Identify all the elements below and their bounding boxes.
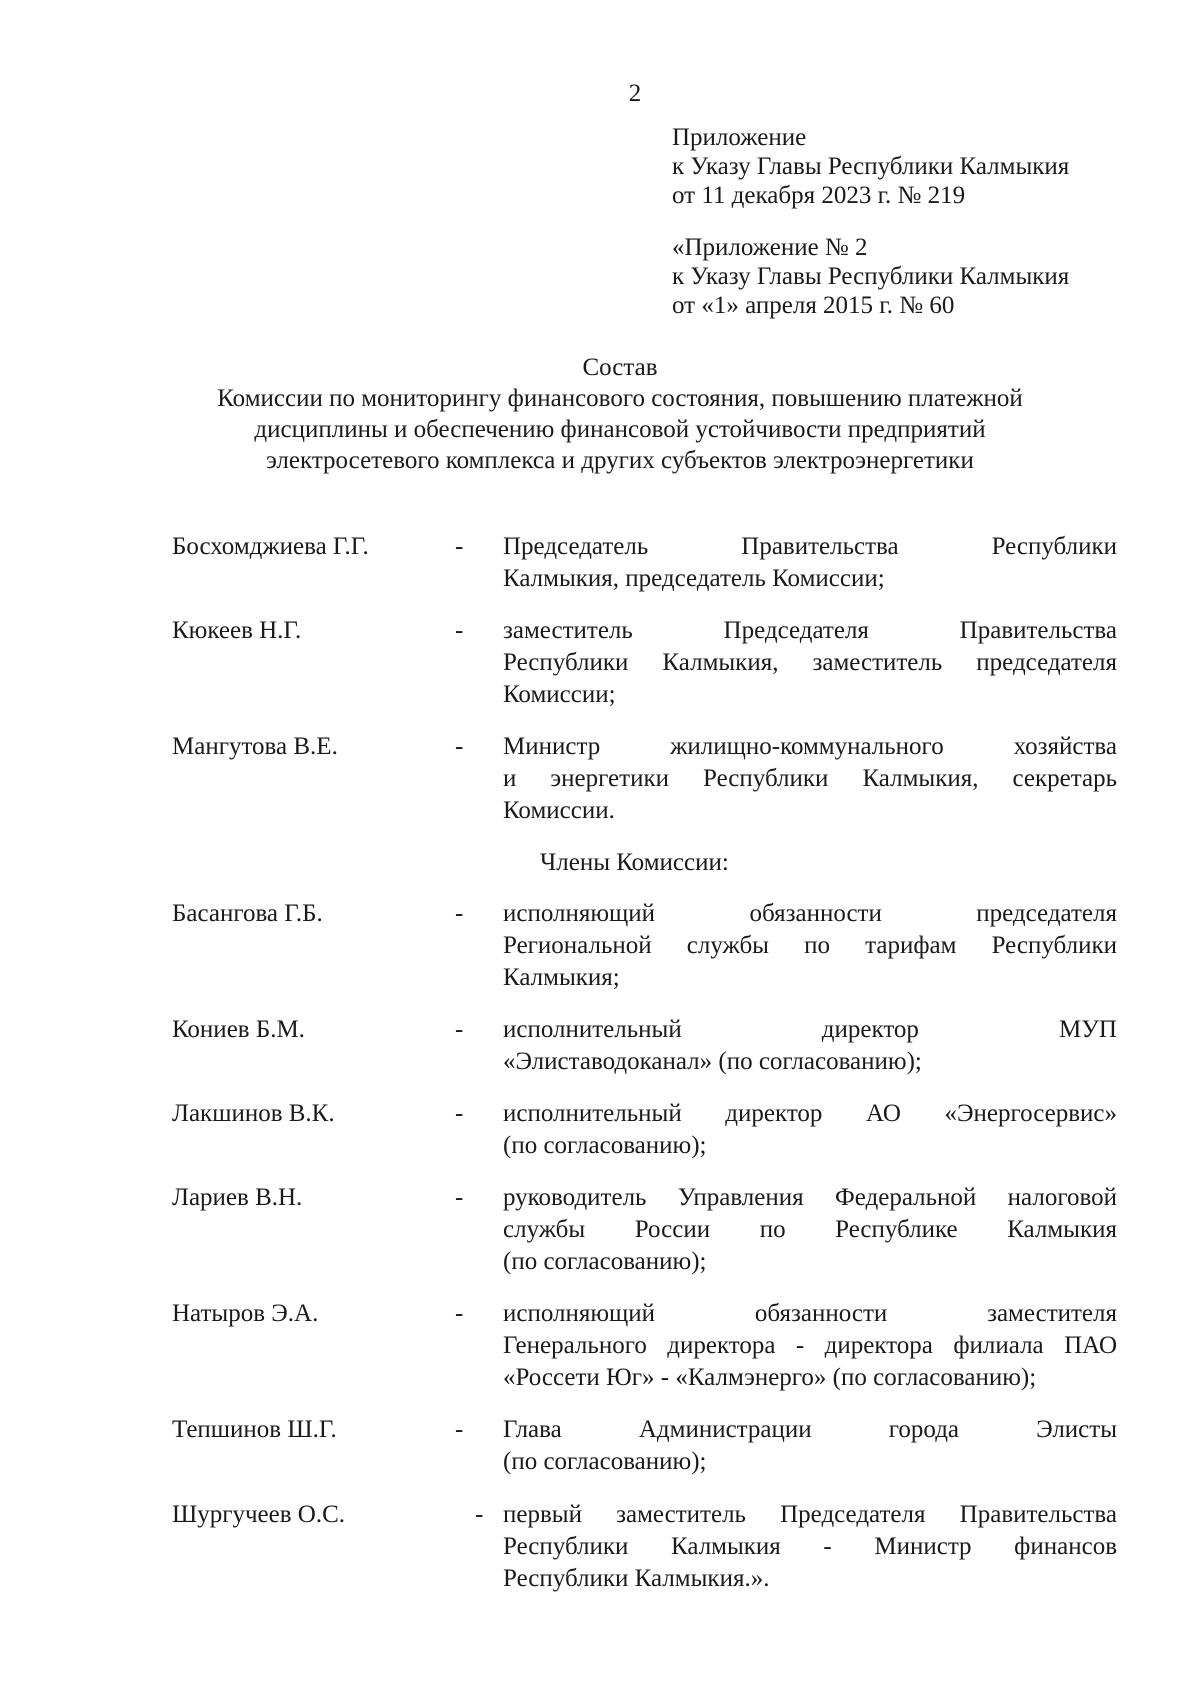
members-heading: Члены Комиссии: bbox=[540, 849, 729, 876]
role-line: Генерального директора - директора филиала ПАО bbox=[503, 1332, 1117, 1359]
dash: - bbox=[455, 1016, 464, 1043]
appendix-line: «Приложение № 2 bbox=[672, 234, 868, 261]
member-name: Лакшинов В.К. bbox=[172, 1100, 335, 1127]
role-line: исполняющий обязанности заместителя bbox=[503, 1300, 1117, 1327]
title-line: Состав bbox=[582, 354, 658, 381]
member-role bbox=[503, 1014, 1117, 1078]
member-role bbox=[503, 615, 1117, 711]
role-line: (по согласованию); bbox=[503, 1132, 707, 1159]
member-name: Натыров Э.А. bbox=[172, 1300, 319, 1327]
role-line: (по согласованию); bbox=[503, 1448, 707, 1475]
role-line: Республики Калмыкия - Министр финансов bbox=[503, 1533, 1117, 1560]
role-line: заместитель Председателя Правительства bbox=[503, 617, 1117, 644]
member-role bbox=[503, 531, 1117, 595]
role-line: службы России по Республике Калмыкия bbox=[503, 1216, 1117, 1243]
document-title bbox=[160, 352, 1080, 476]
member-name: Басангова Г.Б. bbox=[172, 900, 323, 927]
member-name: Мангутова В.Е. bbox=[172, 733, 338, 760]
appendix-line: Приложение bbox=[672, 124, 807, 151]
role-line: Региональной службы по тарифам Республики bbox=[503, 932, 1117, 959]
member-role bbox=[503, 1182, 1117, 1278]
dash: - bbox=[455, 533, 464, 560]
title-line: дисциплины и обеспечению финансовой устойчивости предприятий bbox=[254, 416, 986, 443]
role-line: исполнительный директор МУП bbox=[503, 1016, 1117, 1043]
member-name: Лариев В.Н. bbox=[172, 1184, 303, 1211]
dash: - bbox=[455, 1100, 464, 1127]
dash: - bbox=[455, 1300, 464, 1327]
member-role bbox=[503, 1499, 1117, 1595]
member-role bbox=[503, 898, 1117, 994]
role-line: Республики Калмыкия.». bbox=[503, 1565, 770, 1592]
member-role bbox=[503, 731, 1117, 827]
role-line: Калмыкия, председатель Комиссии; bbox=[503, 565, 885, 592]
role-line: исполнительный директор АО «Энергосервис» bbox=[503, 1100, 1117, 1127]
title-line: электросетевого комплекса и других субъектов электроэнергетики bbox=[266, 447, 974, 474]
role-line: «Элиставодоканал» (по согласованию); bbox=[503, 1048, 922, 1075]
member-role bbox=[503, 1098, 1117, 1162]
dash: - bbox=[455, 900, 464, 927]
dash: - bbox=[455, 617, 464, 644]
appendix-line: от 11 декабря 2023 г. № 219 bbox=[672, 182, 966, 209]
appendix-line: к Указу Главы Республики Калмыкия bbox=[672, 153, 1070, 180]
role-line: «Россети Юг» - «Калмэнерго» (по согласованию); bbox=[503, 1364, 1037, 1391]
appendix-line: к Указу Главы Республики Калмыкия bbox=[672, 263, 1070, 290]
role-line: руководитель Управления Федеральной налоговой bbox=[503, 1184, 1117, 1211]
dash: - bbox=[475, 1501, 484, 1528]
role-line: Глава Администрации города Элисты bbox=[503, 1416, 1117, 1443]
dash: - bbox=[455, 1184, 464, 1211]
member-name: Кониев Б.М. bbox=[172, 1016, 305, 1043]
dash: - bbox=[455, 733, 464, 760]
role-line: Комиссии; bbox=[503, 681, 616, 708]
appendix-line: от «1» апреля 2015 г. № 60 bbox=[672, 292, 955, 319]
role-line: и энергетики Республики Калмыкия, секретарь bbox=[503, 765, 1117, 792]
member-role bbox=[503, 1414, 1117, 1478]
member-role bbox=[503, 1298, 1117, 1394]
page-number: 2 bbox=[628, 80, 642, 107]
member-name: Шургучеев О.С. bbox=[172, 1501, 346, 1528]
role-line: (по согласованию); bbox=[503, 1248, 707, 1275]
role-line: первый заместитель Председателя Правительства bbox=[503, 1501, 1117, 1528]
dash: - bbox=[455, 1416, 464, 1443]
title-line: Комиссии по мониторингу финансового состояния, повышению платежной bbox=[217, 385, 1023, 412]
member-name: Кюкеев Н.Г. bbox=[172, 617, 302, 644]
previous-appendix-header bbox=[672, 233, 1092, 320]
member-name: Тепшинов Ш.Г. bbox=[172, 1416, 337, 1443]
role-line: Министр жилищно-коммунального хозяйства bbox=[503, 733, 1117, 760]
appendix-header bbox=[672, 123, 1092, 210]
member-name: Босхомджиева Г.Г. bbox=[172, 533, 369, 560]
role-line: Республики Калмыкия, заместитель председателя bbox=[503, 649, 1117, 676]
role-line: исполняющий обязанности председателя bbox=[503, 900, 1117, 927]
role-line: Председатель Правительства Республики bbox=[503, 533, 1117, 560]
role-line: Комиссии. bbox=[503, 797, 615, 824]
role-line: Калмыкия; bbox=[503, 964, 620, 991]
